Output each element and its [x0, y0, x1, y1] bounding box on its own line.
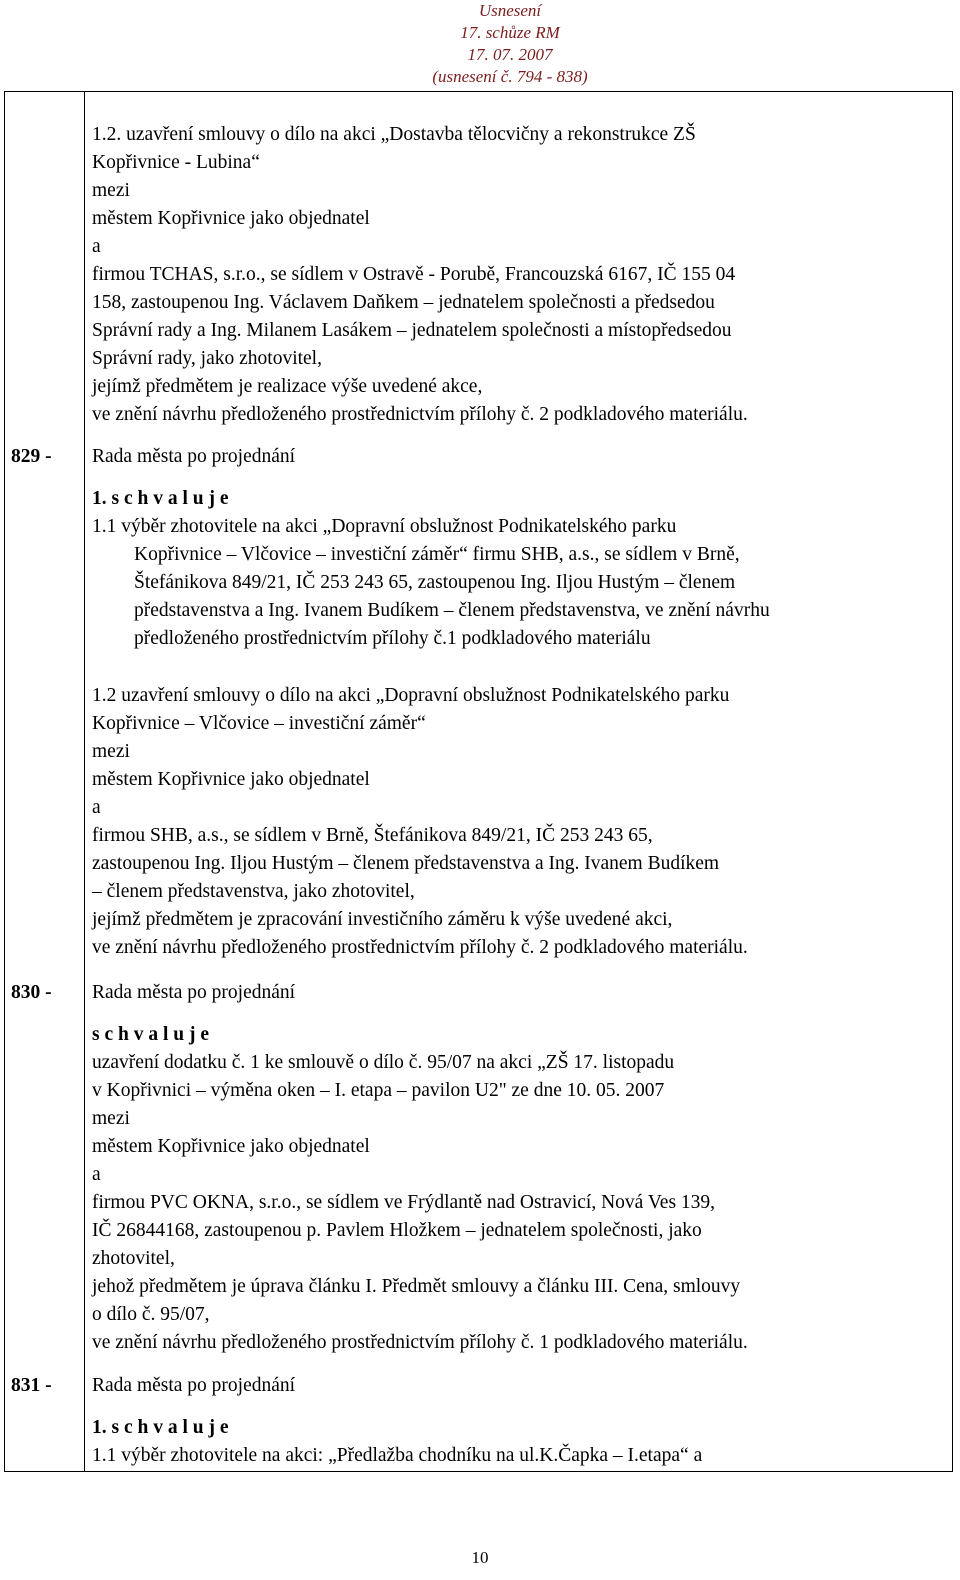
header-line: 17. schůze RM [460, 23, 560, 42]
page-header [0, 0, 960, 88]
text-line: Štefánikova 849/21, IČ 253 243 65, zastoupenou Ing. Iljou Hustým – členem [134, 572, 736, 593]
text-line: a [92, 236, 101, 257]
text-line: uzavření dodatku č. 1 ke smlouvě o dílo č. 95/07 na akci „ZŠ 17. listopadu [92, 1052, 675, 1073]
text-line: firmou TCHAS, s.r.o., se sídlem v Ostravě - Porubě, Francouzská 6167, IČ 155 04 [92, 264, 736, 285]
text-line: 158, zastoupenou Ing. Václavem Daňkem – jednatelem společnosti a předsedou [92, 292, 715, 313]
text-line: firmou SHB, a.s., se sídlem v Brně, Štefánikova 849/21, IČ 253 243 65, [92, 825, 653, 846]
text-line: jehož předmětem je úprava článku I. Předmět smlouvy a článku III. Cena, smlouvy [92, 1276, 741, 1297]
text-line: 1.1 výběr zhotovitele na akci: „Předlažba chodníku na ul.K.Čapka – I.etapa“ a [92, 1445, 703, 1466]
resolution-number: 830 - [11, 982, 52, 1003]
header-line: Usnesení [478, 1, 542, 20]
approval-heading: 1. s c h v a l u j e [92, 1417, 229, 1438]
column-divider [84, 91, 85, 1472]
text-line: jejímž předmětem je realizace výše uvedené akce, [92, 376, 483, 397]
text-line: ve znění návrhu předloženého prostřednictvím přílohy č. 2 podkladového materiálu. [92, 404, 748, 425]
text-line: Kopřivnice – Vlčovice – investiční záměr“ firmu SHB, a.s., se sídlem v Brně, [134, 544, 740, 565]
text-line: 1.1 výběr zhotovitele na akci „Dopravní obslužnost Podnikatelského parku [92, 516, 677, 537]
text-line: městem Kopřivnice jako objednatel [92, 769, 370, 790]
text-line: 1.2 uzavření smlouvy o dílo na akci „Dopravní obslužnost Podnikatelského parku [92, 685, 730, 706]
text-line: představenstva a Ing. Ivanem Budíkem – členem představenstva, ve znění návrhu [134, 600, 770, 621]
header-line: (usnesení č. 794 - 838) [432, 67, 588, 86]
text-line: Správní rady, jako zhotovitel, [92, 348, 322, 369]
text-line: a [92, 797, 101, 818]
text-line: Kopřivnice - Lubina“ [92, 152, 260, 173]
page-number: 10 [471, 1548, 489, 1567]
text-line: mezi [92, 180, 130, 201]
text-line: – členem představenstva, jako zhotovitel, [92, 881, 415, 902]
text-line: městem Kopřivnice jako objednatel [92, 208, 370, 229]
text-line: o dílo č. 95/07, [92, 1304, 210, 1325]
text-line: 1.2. uzavření smlouvy o dílo na akci „Dostavba tělocvičny a rekonstrukce ZŠ [92, 124, 696, 145]
text-line: zastoupenou Ing. Iljou Hustým – členem představenstva a Ing. Ivanem Budíkem [92, 853, 720, 874]
text-line: Kopřivnice – Vlčovice – investiční záměr“ [92, 713, 426, 734]
text-line: ve znění návrhu předloženého prostřednictvím přílohy č. 1 podkladového materiálu. [92, 1332, 748, 1353]
text-line: IČ 26844168, zastoupenou p. Pavlem Hložkem – jednatelem společnosti, jako [92, 1220, 702, 1241]
resolution-title: Rada města po projednání [92, 1375, 296, 1396]
header-line: 17. 07. 2007 [467, 45, 553, 64]
text-line: městem Kopřivnice jako objednatel [92, 1136, 370, 1157]
text-line: mezi [92, 1108, 130, 1129]
text-line: Správní rady a Ing. Milanem Lasákem – jednatelem společnosti a místopředsedou [92, 320, 732, 341]
resolution-title: Rada města po projednání [92, 982, 296, 1003]
text-line: a [92, 1164, 101, 1185]
text-line: předloženého prostřednictvím přílohy č.1 podkladového materiálu [134, 628, 651, 649]
text-line: zhotovitel, [92, 1248, 175, 1269]
approval-heading: s c h v a l u j e [92, 1024, 209, 1045]
text-line: v Kopřivnici – výměna oken – I. etapa – pavilon U2" ze dne 10. 05. 2007 [92, 1080, 665, 1101]
approval-heading: 1. s c h v a l u j e [92, 488, 229, 509]
resolution-number: 831 - [11, 1375, 52, 1396]
resolution-title: Rada města po projednání [92, 446, 296, 467]
text-line: firmou PVC OKNA, s.r.o., se sídlem ve Frýdlantě nad Ostravicí, Nová Ves 139, [92, 1192, 716, 1213]
text-line: ve znění návrhu předloženého prostřednictvím přílohy č. 2 podkladového materiálu. [92, 937, 748, 958]
text-line: mezi [92, 741, 130, 762]
text-line: jejímž předmětem je zpracování investičního záměru k výše uvedené akci, [92, 909, 673, 930]
resolution-number: 829 - [11, 446, 52, 467]
